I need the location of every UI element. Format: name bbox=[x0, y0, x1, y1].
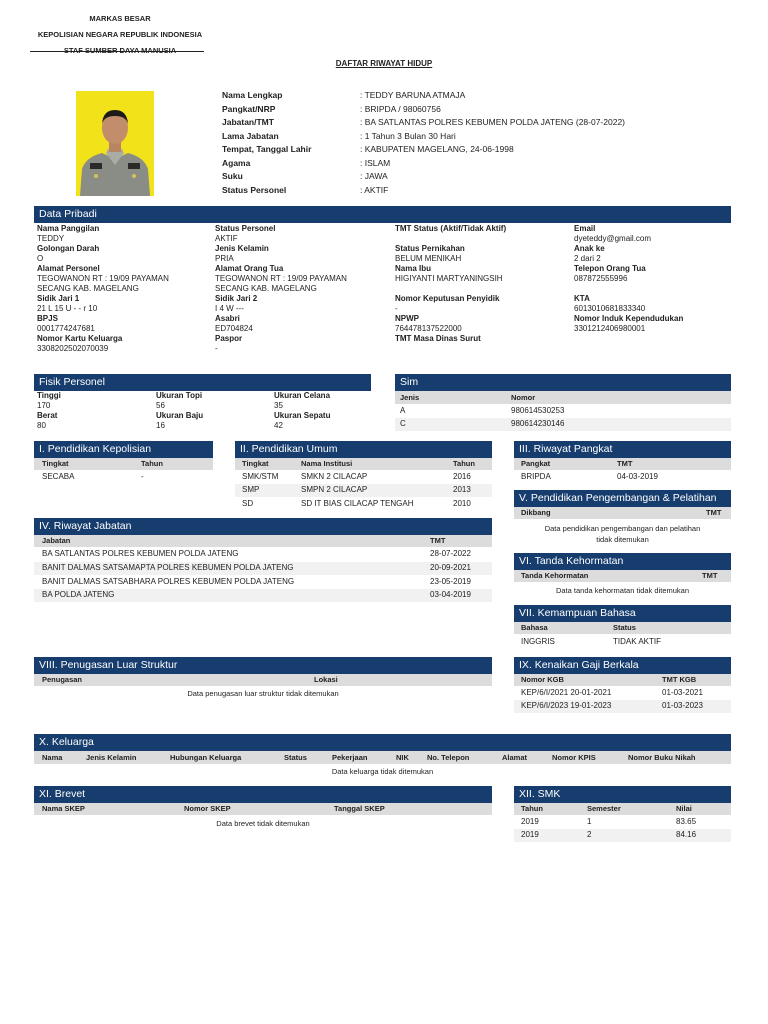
column-header: Tahun bbox=[141, 459, 163, 468]
field-value: 35 bbox=[274, 401, 283, 410]
fisik-column-2 bbox=[156, 391, 266, 431]
column-header: Nama Institusi bbox=[301, 459, 353, 468]
identity-label: Tempat, Tanggal Lahir bbox=[222, 144, 312, 154]
field-label: Golongan Darah bbox=[37, 244, 100, 253]
cell: 1 bbox=[587, 817, 592, 826]
column-header: Nomor Buku Nikah bbox=[628, 753, 696, 762]
table-row bbox=[235, 471, 492, 484]
identity-values bbox=[360, 89, 740, 197]
field-value: 80 bbox=[37, 421, 46, 430]
field-value: - bbox=[395, 304, 398, 313]
cell: BANIT DALMAS SATSABHARA POLRES KEBUMEN POLDA JATENG bbox=[42, 577, 295, 586]
table-row bbox=[34, 548, 492, 561]
cell: SMKN 2 CILACAP bbox=[301, 472, 368, 481]
field-label: NPWP bbox=[395, 314, 419, 323]
field-label: TMT Masa Dinas Surut bbox=[395, 334, 481, 343]
empty-message: Data tanda kehormatan tidak ditemukan bbox=[556, 586, 689, 595]
section-bar-kenaikan-gaji: IX. Kenaikan Gaji Berkala bbox=[514, 657, 731, 674]
empty-text: Data pendidikan pengembangan dan pelatihan bbox=[544, 524, 701, 533]
identity-value: : ISLAM bbox=[360, 157, 391, 168]
field-label: Telepon Orang Tua bbox=[574, 264, 646, 273]
table-row bbox=[34, 562, 492, 575]
cell: 980614230146 bbox=[511, 419, 565, 428]
pengembangan-header bbox=[514, 507, 731, 519]
field-label: Sidik Jari 1 bbox=[37, 294, 80, 303]
field-label: Ukuran Sepatu bbox=[274, 411, 331, 420]
field-label: Nama Ibu bbox=[395, 264, 432, 273]
column-header: TMT bbox=[702, 571, 718, 580]
cell: 2 bbox=[587, 830, 592, 839]
field-label: BPJS bbox=[37, 314, 58, 323]
field-value: AKTIF bbox=[215, 234, 238, 243]
column-header: Bahasa bbox=[521, 623, 548, 632]
field-label: Email bbox=[574, 224, 596, 233]
field-value: I 4 W --- bbox=[215, 304, 244, 313]
field-label: Ukuran Baju bbox=[156, 411, 204, 420]
field-value: BELUM MENIKAH bbox=[395, 254, 462, 263]
column-header: Alamat bbox=[502, 753, 528, 762]
field-value: 170 bbox=[37, 401, 51, 410]
field-label: Nomor Induk Kependudukan bbox=[574, 314, 684, 323]
cell: 01-03-2023 bbox=[662, 701, 703, 710]
field-value: 2 dari 2 bbox=[574, 254, 601, 263]
field-value: SECANG KAB. MAGELANG bbox=[215, 284, 317, 293]
column-header: Pangkat bbox=[521, 459, 551, 468]
field-value: O bbox=[37, 254, 44, 263]
table-row bbox=[514, 700, 731, 713]
pribadi-column-4 bbox=[574, 224, 731, 334]
field-label: Alamat Personel bbox=[37, 264, 100, 273]
column-header: Nomor KPIS bbox=[552, 753, 596, 762]
field-value: TEGOWANON RT : 19/09 PAYAMAN bbox=[215, 274, 347, 283]
section-bar-data-pribadi: Data Pribadi bbox=[34, 206, 731, 223]
document-title: DAFTAR RIWAYAT HIDUP bbox=[335, 59, 433, 68]
section-bar-fisik: Fisik Personel bbox=[34, 374, 371, 391]
jabatan-header bbox=[34, 535, 492, 547]
field-value: ED704824 bbox=[215, 324, 253, 333]
table-row bbox=[395, 405, 731, 418]
field-value: 42 bbox=[274, 421, 283, 430]
pribadi-column-1 bbox=[37, 224, 212, 354]
empty-text: tidak ditemukan bbox=[596, 535, 649, 544]
section-bar-sim: Sim bbox=[395, 374, 731, 391]
fisik-column-1 bbox=[37, 391, 147, 431]
column-header: Dikbang bbox=[521, 508, 551, 517]
cell: A bbox=[400, 406, 406, 415]
field-label: Ukuran Topi bbox=[156, 391, 203, 400]
cell: SMK/STM bbox=[242, 472, 279, 481]
profile-photo bbox=[76, 91, 154, 196]
identity-value: : AKTIF bbox=[360, 184, 389, 195]
field-value bbox=[574, 284, 731, 294]
identity-label: Lama Jabatan bbox=[222, 130, 279, 141]
field-label: Anak ke bbox=[574, 244, 605, 253]
cell: BA POLDA JATENG bbox=[42, 590, 115, 599]
table-row bbox=[34, 576, 492, 589]
field-label: Nomor Kartu Keluarga bbox=[37, 334, 123, 343]
identity-value: : 1 Tahun 3 Bulan 30 Hari bbox=[360, 130, 456, 141]
section-bar-riwayat-jabatan: IV. Riwayat Jabatan bbox=[34, 518, 492, 535]
cell: BA SATLANTAS POLRES KEBUMEN POLDA JATENG bbox=[42, 549, 239, 558]
field-value: 764478137522000 bbox=[395, 324, 462, 333]
cell: 980614530253 bbox=[511, 406, 565, 415]
empty-message: Data keluarga tidak ditemukan bbox=[331, 767, 434, 776]
cell: BRIPDA bbox=[521, 472, 551, 481]
cell: 01-03-2021 bbox=[662, 688, 703, 697]
column-header: TMT bbox=[430, 536, 446, 545]
column-header: Nama SKEP bbox=[42, 804, 85, 813]
section-bar-tanda-kehormatan: VI. Tanda Kehormatan bbox=[514, 553, 731, 570]
institution-line-2: KEPOLISIAN NEGARA REPUBLIK INDONESIA bbox=[37, 30, 203, 39]
field-label: Sidik Jari 2 bbox=[215, 294, 258, 303]
column-header: Hubungan Keluarga bbox=[170, 753, 242, 762]
field-label: Status Pernikahan bbox=[395, 244, 465, 253]
field-value: PRIA bbox=[215, 254, 234, 263]
pangkat-header bbox=[514, 458, 731, 470]
sim-table-header bbox=[395, 391, 731, 404]
column-header: Penugasan bbox=[42, 675, 83, 684]
identity-label: Jabatan/TMT bbox=[222, 117, 274, 127]
field-label: Asabri bbox=[215, 314, 240, 323]
section-bar-riwayat-pangkat: III. Riwayat Pangkat bbox=[514, 441, 731, 458]
section-bar-pendidikan-umum: II. Pendidikan Umum bbox=[235, 441, 492, 458]
identity-value: : KABUPATEN MAGELANG, 24-06-1998 bbox=[360, 144, 514, 154]
cell: 83.65 bbox=[676, 817, 697, 826]
cell: 84.16 bbox=[676, 830, 697, 839]
empty-message: Data penugasan luar struktur tidak ditemukan bbox=[187, 689, 339, 698]
column-header: TMT bbox=[706, 508, 722, 517]
cell: INGGRIS bbox=[521, 637, 555, 646]
identity-label: Pangkat/NRP bbox=[222, 103, 276, 114]
column-header: No. Telepon bbox=[427, 753, 470, 762]
column-header: Nomor bbox=[511, 393, 536, 402]
table-row bbox=[34, 471, 213, 484]
section-bar-pendidikan-pengembangan: V. Pendidikan Pengembangan & Pelatihan bbox=[514, 490, 731, 507]
section-bar-kemampuan-bahasa: VII. Kemampuan Bahasa bbox=[514, 605, 731, 622]
field-label: Nama Panggilan bbox=[37, 224, 100, 233]
empty-message: Data brevet tidak ditemukan bbox=[216, 819, 310, 828]
table-row bbox=[514, 636, 731, 649]
identity-value: : JAWA bbox=[360, 171, 388, 181]
cell: 23-05-2019 bbox=[430, 577, 471, 586]
section-bar-pendidikan-kepolisian: I. Pendidikan Kepolisian bbox=[34, 441, 213, 458]
identity-label: Status Personel bbox=[222, 184, 287, 195]
field-value: 16 bbox=[156, 421, 165, 430]
column-header: Tahun bbox=[521, 804, 543, 813]
column-header: Pekerjaan bbox=[332, 753, 368, 762]
field-label: KTA bbox=[574, 294, 590, 303]
identity-value: : BA SATLANTAS POLRES KEBUMEN POLDA JATENG (28-07-2022) bbox=[360, 117, 626, 127]
cell: SECABA bbox=[42, 472, 75, 481]
column-header: Jenis bbox=[400, 393, 420, 402]
field-label: Alamat Orang Tua bbox=[215, 264, 284, 273]
table-row bbox=[235, 484, 492, 497]
field-label: Berat bbox=[37, 411, 58, 420]
smk-header bbox=[514, 803, 731, 815]
cell: 04-03-2019 bbox=[617, 472, 658, 481]
cell: BANIT DALMAS SATSAMAPTA POLRES KEBUMEN POLDA JATENG bbox=[42, 563, 294, 572]
column-header: Semester bbox=[587, 804, 621, 813]
table-row bbox=[34, 589, 492, 602]
column-header: Jenis Kelamin bbox=[86, 753, 137, 762]
field-value: 56 bbox=[156, 401, 165, 410]
table-row bbox=[514, 471, 731, 484]
column-header: Tahun bbox=[453, 459, 475, 468]
field-value: 3308202502070039 bbox=[37, 344, 109, 353]
table-row bbox=[395, 418, 731, 431]
section-bar-keluarga: X. Keluarga bbox=[34, 734, 731, 751]
section-bar-brevet: XI. Brevet bbox=[34, 786, 492, 803]
header-divider bbox=[30, 51, 204, 52]
table-row bbox=[514, 687, 731, 700]
column-header: Nomor SKEP bbox=[184, 804, 231, 813]
column-header: Lokasi bbox=[314, 675, 338, 684]
column-header: Tanda Kehormatan bbox=[521, 571, 589, 580]
pribadi-column-3 bbox=[395, 224, 570, 344]
field-value: TEGOWANON RT : 19/09 PAYAMAN bbox=[37, 274, 169, 283]
table-row bbox=[235, 498, 492, 511]
cell: KEP/6/I/2023 19-01-2023 bbox=[521, 701, 612, 710]
cell: 2019 bbox=[521, 830, 539, 839]
field-value: TEDDY bbox=[37, 234, 65, 243]
cell: C bbox=[400, 419, 406, 428]
pend-polisi-header bbox=[34, 458, 213, 470]
column-header: NIK bbox=[396, 753, 409, 762]
field-value: 087872555996 bbox=[574, 274, 628, 283]
bahasa-header bbox=[514, 622, 731, 634]
field-value: 0001774247681 bbox=[37, 324, 95, 333]
cell: - bbox=[141, 472, 144, 481]
column-header: Nama bbox=[42, 753, 63, 762]
cell: 03-04-2019 bbox=[430, 590, 471, 599]
cell: KEP/6/I/2021 20-01-2021 bbox=[521, 688, 612, 697]
cell: SD bbox=[242, 499, 254, 508]
identity-label: Nama Lengkap bbox=[222, 90, 283, 100]
cell: 20-09-2021 bbox=[430, 563, 471, 572]
luar-header bbox=[34, 674, 492, 686]
column-header: Status bbox=[613, 623, 636, 632]
brevet-header bbox=[34, 803, 492, 815]
field-label: Status Personel bbox=[215, 224, 276, 233]
field-label: TMT Status (Aktif/Tidak Aktif) bbox=[395, 224, 507, 233]
column-header: TMT KGB bbox=[662, 675, 697, 684]
kgb-header bbox=[514, 674, 731, 686]
identity-label: Agama bbox=[222, 157, 251, 168]
cell: 2013 bbox=[453, 485, 471, 494]
field-value: SECANG KAB. MAGELANG bbox=[37, 284, 139, 293]
cell: 2019 bbox=[521, 817, 539, 826]
kehormatan-header bbox=[514, 570, 731, 582]
cell: 2016 bbox=[453, 472, 471, 481]
column-header: TMT bbox=[617, 459, 633, 468]
column-header: Tanggal SKEP bbox=[334, 804, 385, 813]
field-value: 3301212406980001 bbox=[574, 324, 646, 333]
field-label: Paspor bbox=[215, 334, 243, 343]
field-value: HIGIYANTI MARTYANINGSIH bbox=[395, 274, 503, 283]
field-label: Jenis Kelamin bbox=[215, 244, 269, 253]
identity-value: : TEDDY BARUNA ATMAJA bbox=[360, 90, 466, 100]
fisik-column-3 bbox=[274, 391, 374, 431]
identity-label: Suku bbox=[222, 171, 243, 181]
table-row bbox=[514, 816, 731, 829]
table-row bbox=[514, 829, 731, 842]
field-label: Nomor Keputusan Penyidik bbox=[395, 294, 500, 303]
keluarga-header bbox=[34, 751, 731, 764]
column-header: Status bbox=[284, 753, 307, 762]
cell: SMP bbox=[242, 485, 260, 494]
column-header: Nilai bbox=[676, 804, 692, 813]
empty-message bbox=[514, 523, 731, 545]
cell: SMPN 2 CILACAP bbox=[301, 485, 368, 494]
field-value: - bbox=[215, 344, 218, 353]
field-label: Ukuran Celana bbox=[274, 391, 331, 400]
field-value bbox=[395, 234, 570, 244]
cell: 28-07-2022 bbox=[430, 549, 471, 558]
cell: 2010 bbox=[453, 499, 471, 508]
institution-line-3: STAF SUMBER DAYA MANUSIA bbox=[63, 46, 177, 55]
identity-value: : BRIPDA / 98060756 bbox=[360, 103, 441, 114]
section-bar-penugasan-luar: VIII. Penugasan Luar Struktur bbox=[34, 657, 492, 674]
field-value: dyeteddy@gmail.com bbox=[574, 234, 652, 243]
section-bar-smk: XII. SMK bbox=[514, 786, 731, 803]
field-value: 6013010681833340 bbox=[574, 304, 646, 313]
column-header: Jabatan bbox=[42, 536, 71, 545]
pend-umum-header bbox=[235, 458, 492, 470]
field-label: Tinggi bbox=[37, 391, 61, 400]
cell: TIDAK AKTIF bbox=[613, 637, 662, 646]
column-header: Tingkat bbox=[242, 459, 269, 468]
field-value bbox=[395, 284, 570, 294]
field-value: 21 L 15 U - - r 10 bbox=[37, 304, 98, 313]
cell: SD IT BIAS CILACAP TENGAH bbox=[301, 499, 414, 508]
institution-line-1: MARKAS BESAR bbox=[89, 14, 151, 23]
column-header: Tingkat bbox=[42, 459, 69, 468]
pribadi-column-2 bbox=[215, 224, 390, 354]
identity-labels bbox=[222, 89, 352, 197]
column-header: Nomor KGB bbox=[521, 675, 564, 684]
